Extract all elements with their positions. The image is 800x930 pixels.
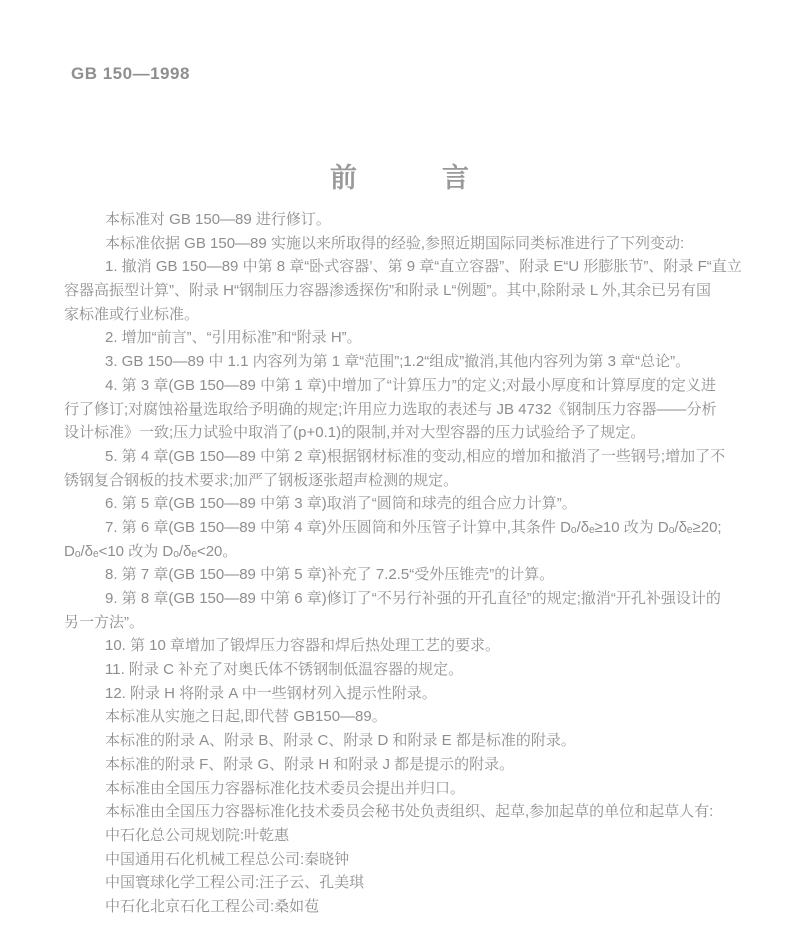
text-line: 设计标准》一致;压力试验中取消了(p+0.1)的限制,并对大型容器的压力试验给予了规定。 xyxy=(64,424,646,442)
text-line: 中石化北京石化工程公司:桑如苞 xyxy=(105,897,320,915)
text-line: 3. GB 150—89 中 1.1 内容列为第 1 章“范围”;1.2“组成”撤消,其他内容列为第 3 章“总论”。 xyxy=(105,353,691,371)
text-line: 本标准从实施之日起,即代替 GB150—89。 xyxy=(105,708,387,726)
text-line: 本标准依据 GB 150—89 实施以来所取得的经验,参照近期国际同类标准进行了下列变动: xyxy=(105,234,685,252)
text-line: 4. 第 3 章(GB 150—89 中第 1 章)中增加了“计算压力”的定义;对最小厚度和计算厚度的定义进 xyxy=(105,376,716,394)
text-line: 7. 第 6 章(GB 150—89 中第 4 章)外压圆筒和外压管子计算中,其条件 Dₒ/δₑ≥10 改为 Dₒ/δₑ≥20; xyxy=(105,518,722,536)
text-line: 10. 第 10 章增加了锻焊压力容器和焊后热处理工艺的要求。 xyxy=(105,637,501,655)
text-line: 本标准的附录 A、附录 B、附录 C、附录 D 和附录 E 都是标准的附录。 xyxy=(105,732,576,750)
doc-number: GB 150—1998 xyxy=(71,64,190,83)
text-line: 中国通用石化机械工程总公司:秦晓钟 xyxy=(105,850,350,868)
text-line: 5. 第 4 章(GB 150—89 中第 2 章)根据钢材标准的变动,相应的增加和撤消了一些钢号;增加了不 xyxy=(105,447,726,465)
text-line: 6. 第 5 章(GB 150—89 中第 3 章)取消了“圆筒和球壳的组合应力计算”。 xyxy=(105,495,577,513)
text-line: 8. 第 7 章(GB 150—89 中第 5 章)补充了 7.2.5“受外压锥壳”的计算。 xyxy=(105,566,555,584)
body-text xyxy=(64,208,754,919)
text-line: 9. 第 8 章(GB 150—89 中第 6 章)修订了“不另行补强的开孔直径”的规定;撤消“开孔补强设计的 xyxy=(105,590,721,607)
text-line: 锈钢复合钢板的技术要求;加严了钢板逐张超声检测的规定。 xyxy=(64,471,459,489)
text-line: 2. 增加“前言”、“引用标准”和“附录 H”。 xyxy=(105,329,362,347)
page-title: 前 言 xyxy=(330,163,470,193)
text-line: 中石化总公司规划院:叶乾惠 xyxy=(105,826,290,844)
text-line: 本标准由全国压力容器标准化技术委员会提出并归口。 xyxy=(105,779,466,797)
text-line: 1. 撤消 GB 150—89 中第 8 章“卧式容器’、第 9 章“直立容器”、附录 E“U 形膨胀节”、附录 F“直立 xyxy=(105,258,742,276)
text-line: 本标准对 GB 150—89 进行修订。 xyxy=(105,211,331,228)
text-line: 本标准的附录 F、附录 G、附录 H 和附录 J 都是提示的附录。 xyxy=(105,755,515,773)
text-line: 11. 附录 C 补充了对奥氏体不锈钢制低温容器的规定。 xyxy=(105,661,464,679)
text-line: 本标准由全国压力容器标准化技术委员会秘书处负责组织、起草,参加起草的单位和起草人有: xyxy=(105,803,714,821)
text-line: 家标准或行业标准。 xyxy=(64,305,200,323)
text-line: Dₒ/δₑ<10 改为 Dₒ/δₑ<20。 xyxy=(64,542,238,560)
text-line: 12. 附录 H 将附录 A 中一些钢材列入提示性附录。 xyxy=(105,684,437,702)
text-line: 容器高振型计算”、附录 H“钢制压力容器渗透探伤”和附录 L“例题”。其中,除附录 L 外,其余已另有国 xyxy=(64,282,711,300)
text-line: 行了修订;对腐蚀裕量选取给予明确的规定;许用应力选取的表述与 JB 4732《钢制压力容器——分析 xyxy=(64,400,717,418)
text-line: 中国寰球化学工程公司:汪子云、孔美琪 xyxy=(105,874,365,892)
text-line: 另一方法”。 xyxy=(64,613,144,631)
